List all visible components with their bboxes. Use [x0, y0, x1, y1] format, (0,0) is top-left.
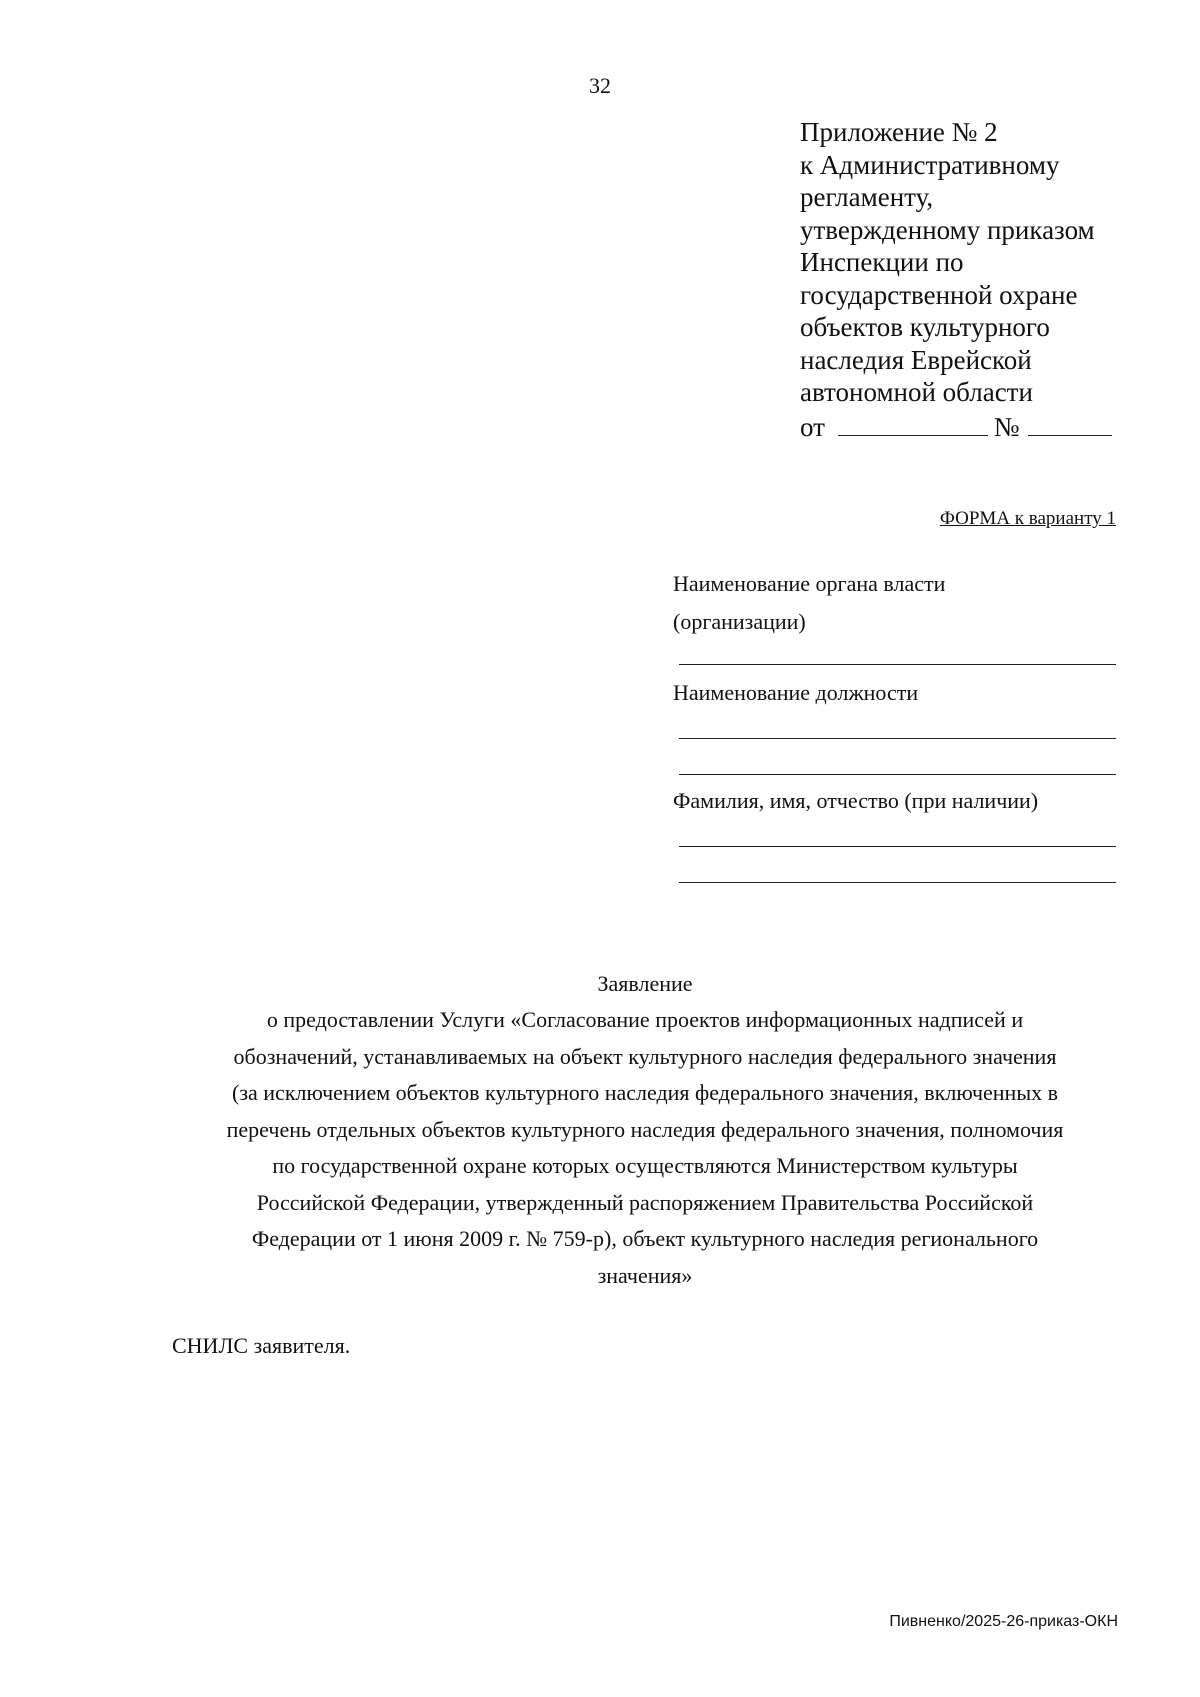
- form-variant-label: ФОРМА к варианту 1: [939, 508, 1116, 529]
- statement-line: значения»: [597, 1262, 693, 1288]
- statement-line: обозначений, устанавливаемых на объект культурного наследия федерального значения: [233, 1043, 1057, 1069]
- page-number: 32: [589, 73, 611, 98]
- appendix-line: объектов культурного: [800, 312, 1050, 342]
- appendix-line: автономной области: [800, 377, 1033, 407]
- position-blank-line: [679, 774, 1116, 775]
- appendix-date-number-line: [800, 409, 1130, 444]
- full-name-blank-line: [679, 846, 1116, 847]
- snils-label: СНИЛС заявителя.: [172, 1333, 351, 1358]
- statement-line: о предоставлении Услуги «Согласование проектов информационных надписей и: [266, 1007, 1024, 1032]
- statement-line: по государственной охране которых осуществляются Министерством культуры: [272, 1153, 1018, 1178]
- number-blank-field: [1028, 409, 1112, 436]
- appendix-line: наследия Еврейской: [800, 344, 1032, 375]
- position-blank-line: [679, 738, 1116, 739]
- statement-line: Федерации от 1 июня 2009 г. № 759-р), объект культурного наследия регионального: [251, 1226, 1039, 1251]
- full-name-blank-line: [679, 882, 1116, 883]
- appendix-line: регламенту,: [800, 182, 934, 212]
- statement-body: [170, 1002, 1120, 1294]
- authority-blank-line: [679, 664, 1116, 665]
- appendix-line: Приложение № 2: [800, 117, 998, 147]
- appendix-line: к Административному: [800, 149, 1060, 180]
- organization-label: (организации): [673, 609, 806, 634]
- authority-name-label: Наименование органа власти: [673, 571, 946, 596]
- appendix-line: Инспекции по: [800, 247, 964, 277]
- statement-line: Российской Федерации, утвержденный распоряжением Правительства Российской: [256, 1189, 1034, 1215]
- position-label: Наименование должности: [673, 680, 919, 705]
- number-sign: №: [993, 411, 1020, 442]
- footer-document-code: Пивненко/2025-26-приказ-ОКН: [889, 1613, 1118, 1630]
- statement-title: Заявление: [597, 971, 693, 996]
- date-prefix: от: [800, 411, 825, 442]
- statement-line: (за исключением объектов культурного наследия федерального значения, включенных в: [232, 1080, 1058, 1105]
- appendix-line: утвержденному приказом: [800, 214, 1095, 245]
- full-name-label: Фамилия, имя, отчество (при наличии): [673, 788, 1039, 813]
- date-blank-field: [838, 409, 988, 436]
- statement-line: перечень отдельных объектов культурного наследия федерального значения, полномочия: [226, 1116, 1064, 1142]
- appendix-header: [800, 116, 1130, 443]
- appendix-line: государственной охране: [800, 279, 1078, 310]
